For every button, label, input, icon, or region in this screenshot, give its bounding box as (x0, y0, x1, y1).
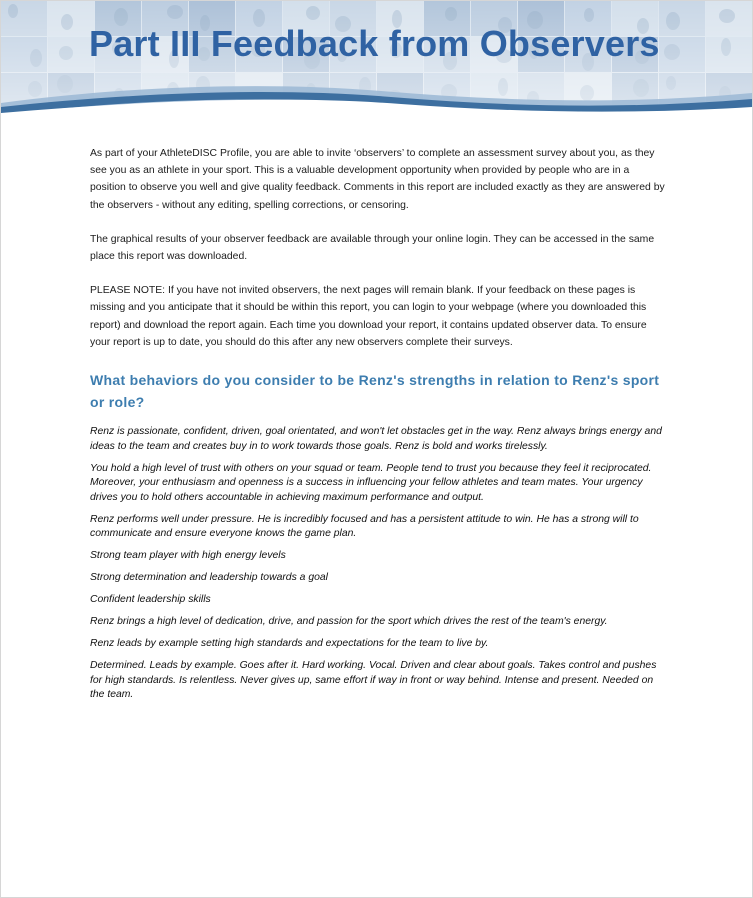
observer-answer: Renz brings a high level of dedication, drive, and passion for the sport which drives the rest of the team's energy. (90, 616, 608, 628)
observer-answers-list (90, 425, 666, 703)
page-title: Part III Feedback from Observers (89, 23, 660, 64)
header-banner (1, 1, 752, 126)
section-question: What behaviors do you consider to be Renz's strengths in relation to Renz's sport or role? (90, 372, 660, 410)
observer-answer: Renz performs well under pressure. He is incredibly focused and has a persistent attitude to win. He has a strong will to communicate and ensure everyone knows the game plan. (90, 513, 639, 540)
intro-paragraph: As part of your AthleteDISC Profile, you are able to invite ‘observers’ to complete an assessment survey about you, as they see you as an athlete in your sport. This is a valuable development opportunity when provided by people who are in a position to observe you well and give quality feedback. Comments in this report are included exactly as they are answered by the observers - without any editing, spelling corrections, or censoring. (90, 148, 665, 211)
observer-answer: Strong team player with high energy levels (90, 550, 286, 562)
observer-answer: Strong determination and leadership towards a goal (90, 572, 328, 584)
intro-paragraph: The graphical results of your observer feedback are available through your online login. They can be accessed in the same place this report was downloaded. (90, 233, 655, 263)
observer-answer: Confident leadership skills (90, 594, 211, 606)
observer-answer: Renz is passionate, confident, driven, goal orientated, and won't let obstacles get in the way. Renz always brings energy and ideas to the team and creates buy in to work towards those goals. Renz is bold and works tirelessly. (90, 426, 662, 452)
main-content (90, 145, 666, 710)
please-note-paragraph: PLEASE NOTE: If you have not invited observers, the next pages will remain blank. If your feedback on these pages is missing and you anticipate that it should be within this report, you can login to your webpage (where you downloaded this report) and download the report again. Each time you download your report, it contains updated observer data. To ensure your report is up to date, you should do this after any new observers complete their surveys. (90, 285, 647, 348)
observer-answer: Determined. Leads by example. Goes after it. Hard working. Vocal. Driven and clear about goals. Takes control and pushes for high standards. Is relentless. Never gives up, same effort if way in front or way behind. Intense and present. Needed on the team. (90, 660, 657, 701)
observer-answer: You hold a high level of trust with others on your squad or team. People tend to trust you because they feel it reciprocated. Moreover, your enthusiasm and openness is a success in influencing your fellow athletes and team mates. Your urgency drives you to hold others accountable in achieving maximum performance and output. (90, 462, 652, 503)
observer-answer: Renz leads by example setting high standards and expectations for the team to live by. (90, 638, 489, 650)
